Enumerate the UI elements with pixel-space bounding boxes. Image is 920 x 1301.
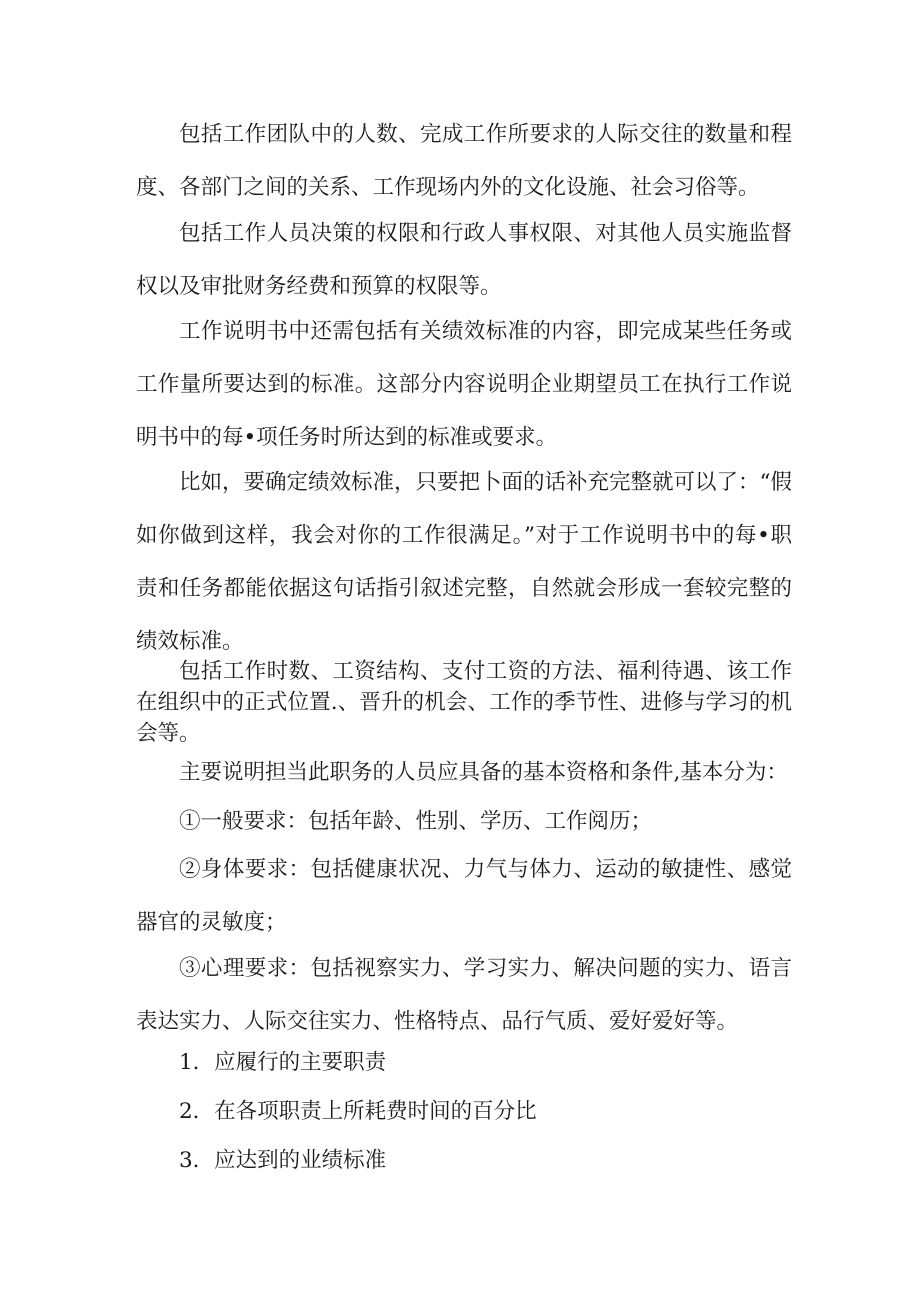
numbered-item-3: 3．应达到的业绩标准 xyxy=(179,1148,387,1173)
paragraph-qualifications-intro: 主要说明担当此职务的人员应具备的基本资格和条件,基本分为： xyxy=(179,760,788,785)
paragraph-performance-example: 比如，要确定绩效标准，只要把卜面的话补充完整就可以了：“假如你做到这样，我会对你的工作很满足。”对于工作说明书中的每•职责和任务都能依据这句话指引叙述完整，自然就会形成一套较完整的绩效标准。 xyxy=(136,470,792,654)
paragraph-performance-standard: 工作说明书中还需包括有关绩效标准的内容，即完成某些任务或工作量所要达到的标准。这部分内容说明企业期望员工在执行工作说明书中的每•项任务时所达到的标准或要求。 xyxy=(136,319,792,450)
list-item-general-requirements: ①一般要求：包括年龄、性别、学历、工作阅历； xyxy=(179,809,653,834)
list-item-psychological-requirements: ③心理要求：包括视察实力、学习实力、解决问题的实力、语言表达实力、人际交往实力、性格特点、品行气质、爱好爱好等。 xyxy=(136,956,792,1034)
numbered-item-2: 2．在各项职责上所耗费时间的百分比 xyxy=(179,1099,537,1124)
paragraph-work-relationships: 包括工作团队中的人数、完成工作所要求的人际交往的数量和程度、各部门之间的关系、工作现场内外的文化设施、社会习俗等。 xyxy=(136,122,792,200)
paragraph-authority: 包括工作人员决策的权限和行政人事权限、对其他人员实施监督权以及审批财务经费和预算的权限等。 xyxy=(136,221,792,299)
list-item-physical-requirements: ②身体要求：包括健康状况、力气与体力、运动的敏捷性、感觉器官的灵敏度； xyxy=(136,857,792,935)
numbered-item-1: 1．应履行的主要职责 xyxy=(179,1050,387,1075)
paragraph-working-conditions: 包括工作时数、工资结构、支付工资的方法、福利待遇、该工作在组织中的正式位置.、晋升的机会、工作的季节性、进修与学习的机会等。 xyxy=(136,659,792,746)
